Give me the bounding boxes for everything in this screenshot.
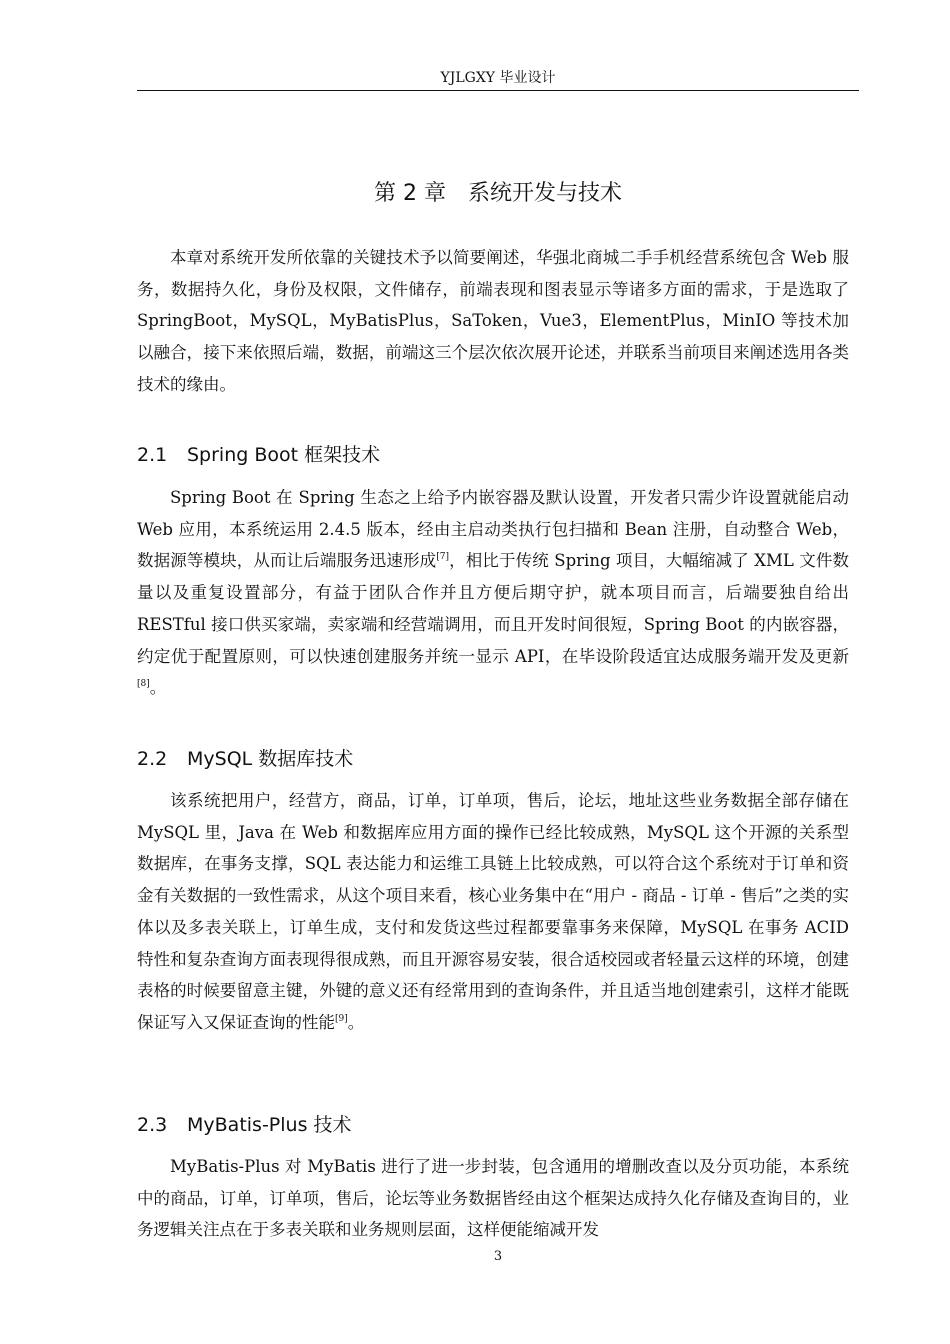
section-heading-2-2 (137, 745, 353, 773)
page-number: 3 (493, 1249, 503, 1264)
section-heading-2-3 (137, 1111, 352, 1139)
citation-ref: [8] (137, 679, 150, 690)
section-number: 2.2 (137, 748, 168, 770)
section-2-2-paragraph (137, 785, 849, 1039)
paragraph-text: 该系统把用户，经营方，商品，订单，订单项，售后，论坛，地址这些业务数据全部存储在 MySQL 里，Java 在 Web 和数据库应用方面的操作已经比较成熟，MySQL 这个开源的关系型数据库，在事务支撑，SQL 表达能力和运维工具链上比较成熟，可以符合这个系统对于订单和资金有关数据的一致性需求，从这个项目来看，核心业务集中在“用户 - 商品 - 订单 - 售后”之类的实体以及多表关联上，订单生成，支付和发货这些过程都要靠事务来保障，MySQL 在事务 ACID 特性和复杂查询方面表现得很成熟，而且开源容易安装，很合适校园或者轻量云这样的环境，创建表格的时候要留意主键，外键的意义还有经常用到的查询条件，并且适当地创建索引，这样才能既保证写入又保证查询的性能 (137, 791, 849, 1032)
section-heading-2-1 (137, 441, 380, 469)
chapter-intro-paragraph: 本章对系统开发所依靠的关键技术予以简要阐述，华强北商城二手手机经营系统包含 Web 服务，数据持久化，身份及权限，文件储存，前端表现和图表显示等诸多方面的需求，于是选取了 SpringBoot，MySQL，MyBatisPlus，SaToken，Vue3，ElementPlus，MinIO 等技术加以融合，接下来依照后端，数据，前端这三个层次依次展开论述，并联系当前项目来阐述选用各类技术的缘由。 (137, 248, 849, 394)
header-divider (137, 90, 859, 91)
section-title: MySQL 数据库技术 (187, 748, 354, 770)
section-2-1-paragraph (137, 482, 849, 704)
section-number: 2.3 (137, 1114, 168, 1136)
section-title: MyBatis-Plus 技术 (187, 1114, 352, 1136)
section-2-3-paragraph: MyBatis-Plus 对 MyBatis 进行了进一步封装，包含通用的增删改查以及分页功能，本系统中的商品，订单，订单项，售后，论坛等业务数据皆经由这个框架达成持久化存储及查询目的，业务逻辑关注点在于多表关联和业务规则层面，这样便能缩减开发 (137, 1157, 849, 1240)
chapter-title (137, 178, 859, 210)
paragraph-text: ，相比于传统 Spring 项目，大幅缩减了 XML 文件数量以及重复设置部分，有益于团队合作并且方便后期守护，就本项目而言，后端要独自给出 RESTful 接口供买家端，卖家端和经营端调用，而且开发时间很短，Spring Boot 的内嵌容器，约定优于配置原则，可以快速创建服务并统一显示 API，在毕设阶段适宜达成服务端开发及更新 (137, 551, 849, 666)
paragraph-end: 。 (347, 1012, 365, 1032)
paragraph-text: Spring Boot 在 Spring 生态之上给予内嵌容器及默认设置，开发者只需少许设置就能启动 Web 应用，本系统运用 2.4.5 版本，经由主启动类执行包扫描和 Bean 注册，自动整合 Web，数据源等模块，从而让后端服务迅速形成 (137, 488, 849, 571)
section-number: 2.1 (137, 444, 168, 466)
citation-ref: [9] (335, 1013, 348, 1024)
chapter-number: 第 2 章 (374, 181, 446, 206)
running-header: YJLGXY 毕业设计 (440, 70, 556, 86)
citation-ref: [7] (436, 552, 450, 563)
chapter-name: 系统开发与技术 (467, 181, 622, 206)
section-title: Spring Boot 框架技术 (187, 444, 381, 466)
paragraph-end: 。 (149, 678, 167, 698)
